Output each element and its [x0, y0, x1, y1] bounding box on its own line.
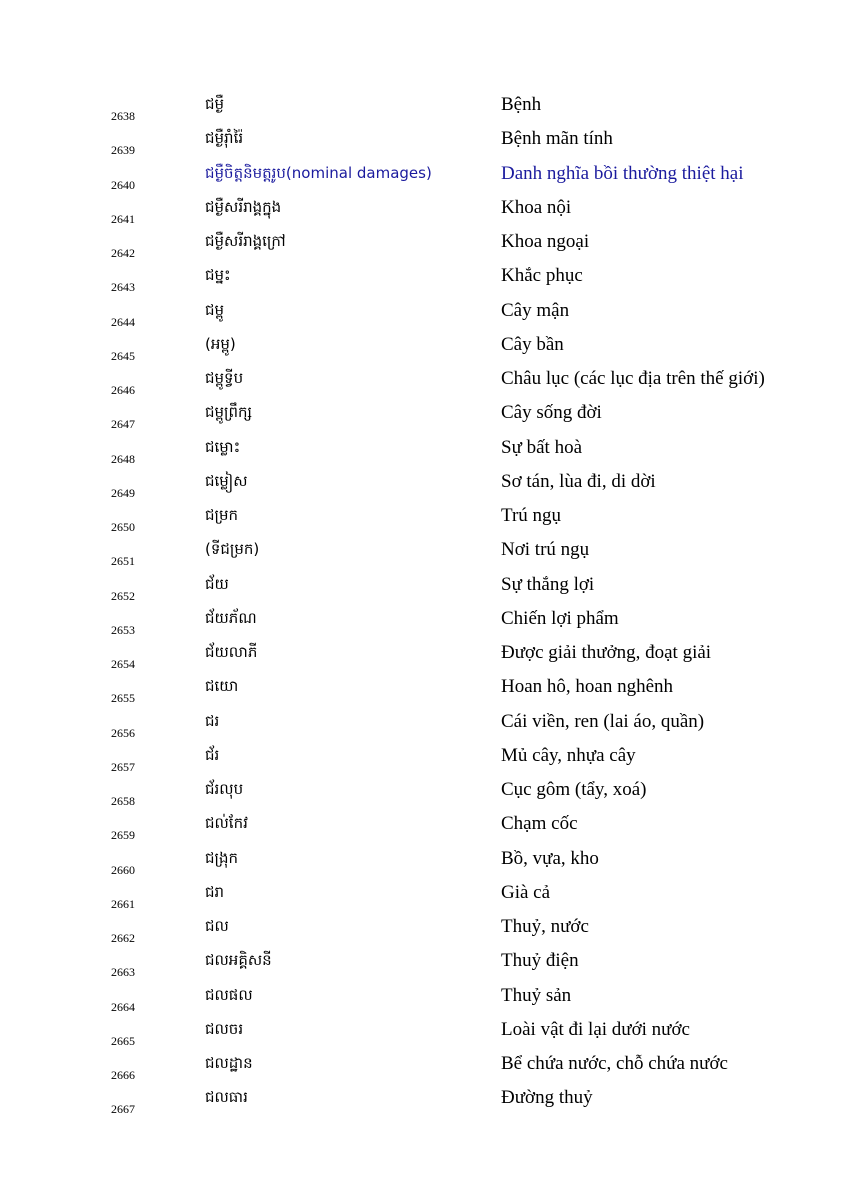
- vietnamese-translation: Bệnh mãn tính: [501, 128, 613, 150]
- dictionary-entry: [0, 189, 848, 226]
- entry-number: 2657: [111, 759, 135, 774]
- vietnamese-translation: Sự bất hoà: [501, 436, 583, 458]
- dictionary-entry: [0, 1079, 848, 1117]
- vietnamese-translation: Sơ tán, lùa đi, di dời: [501, 470, 656, 492]
- entry-number: 2649: [111, 485, 135, 500]
- vietnamese-translation: Cây sống đời: [501, 402, 602, 424]
- vietnamese-translation: Khoa ngoại: [501, 231, 590, 252]
- dictionary-entry: [0, 120, 848, 158]
- vietnamese-translation: Cây mận: [501, 299, 570, 321]
- entry-number: 2662: [111, 931, 135, 945]
- entry-number: 2666: [111, 1068, 135, 1082]
- khmer-term: ជម្នះ: [205, 266, 231, 285]
- entry-number: 2645: [111, 348, 135, 363]
- dictionary-entry: [0, 737, 848, 774]
- khmer-term: ជលចរ: [205, 1019, 244, 1038]
- entry-number: 2658: [111, 794, 135, 808]
- dictionary-entry: [0, 155, 848, 192]
- dictionary-entry: [0, 566, 848, 603]
- khmer-term: ជ័យលាភី: [205, 643, 258, 661]
- entry-number: 2639: [111, 143, 135, 158]
- vietnamese-translation: Già cả: [501, 881, 551, 903]
- khmer-term: ជម្ងឺសរីរាង្គក្នុង: [205, 197, 282, 216]
- dictionary-entry: [0, 942, 848, 980]
- khmer-term: ជលដ្ឋាន: [205, 1054, 253, 1072]
- entry-number: 2653: [111, 622, 135, 637]
- entry-number: 2663: [111, 965, 135, 980]
- dictionary-entry: [0, 86, 848, 123]
- entry-number: 2656: [111, 725, 135, 740]
- khmer-term: ជរ: [205, 711, 220, 730]
- vietnamese-translation: Thuỷ sản: [501, 984, 572, 1006]
- dictionary-entry: [0, 840, 848, 877]
- khmer-term: ជល: [205, 917, 229, 935]
- khmer-term: ជម្ពូព្រឹក្ស: [205, 403, 253, 422]
- dictionary-entry: [0, 531, 848, 569]
- entry-number: 2655: [111, 691, 135, 706]
- entry-number: 2642: [111, 246, 135, 260]
- dictionary-entry: [0, 497, 848, 534]
- khmer-term: ជយោ: [205, 677, 239, 696]
- khmer-term: ជម្ងឺ: [205, 95, 225, 113]
- vietnamese-translation: Loài vật đi lại dưới nước: [501, 1018, 690, 1040]
- vietnamese-translation: Chạm cốc: [501, 813, 578, 835]
- dictionary-entry: [0, 257, 848, 295]
- khmer-term: ជ័រលុប: [205, 780, 244, 798]
- khmer-term: ជរា: [205, 882, 225, 901]
- khmer-term: ជម្លៀស: [205, 471, 248, 490]
- dictionary-entry: [0, 292, 848, 329]
- khmer-term: ជលផល: [205, 985, 253, 1004]
- khmer-term: ជម្ងឺសរីរាង្គក្រៅ: [205, 232, 286, 250]
- khmer-term: ជម្ពូ: [205, 300, 225, 319]
- entry-number: 2665: [111, 1033, 135, 1048]
- vietnamese-translation: Sự thắng lợi: [501, 573, 595, 595]
- dictionary-entry: [0, 874, 848, 911]
- vietnamese-translation: Cục gôm (tẩy, xoá): [501, 779, 647, 800]
- vietnamese-translation: Trú ngụ: [501, 505, 562, 526]
- dictionary-entry: [0, 326, 848, 363]
- khmer-term: ជម្រក: [205, 506, 239, 524]
- entry-number: 2660: [111, 862, 135, 877]
- dictionary-entry: [0, 429, 848, 466]
- vietnamese-translation: Hoan hô, hoan nghênh: [501, 676, 674, 698]
- vietnamese-translation: Khoa nội: [501, 196, 572, 218]
- vietnamese-translation: Đường thuỷ: [501, 1087, 593, 1109]
- dictionary-entry: [0, 977, 848, 1014]
- entry-number: 2644: [111, 314, 135, 329]
- vietnamese-translation: Cây bần: [501, 333, 564, 355]
- khmer-term: ជង្រុក: [205, 848, 239, 867]
- vietnamese-translation: Chiến lợi phẩm: [501, 607, 619, 629]
- dictionary-entry: [0, 908, 848, 945]
- entry-number: 2640: [111, 177, 135, 192]
- entry-number: 2664: [111, 999, 135, 1014]
- khmer-term: ជម្ងឺរ៉ាំរ៉ៃ: [205, 129, 244, 148]
- khmer-term: ជម្ពូទ្វីប: [205, 369, 244, 387]
- vietnamese-translation: Thuỷ điện: [501, 950, 579, 972]
- vietnamese-translation: Mủ cây, nhựa cây: [501, 744, 636, 766]
- entry-number: 2641: [111, 211, 135, 226]
- vietnamese-translation: Nơi trú ngụ: [501, 539, 590, 561]
- vietnamese-translation: Bồ, vựa, kho: [501, 847, 599, 869]
- khmer-term: ជ័យ: [205, 574, 229, 593]
- vietnamese-translation: Bệnh: [501, 94, 542, 115]
- dictionary-entry: [0, 360, 848, 397]
- khmer-term: ជលអគ្គិសនី: [205, 951, 272, 970]
- entry-number: 2661: [111, 896, 135, 911]
- dictionary-entry: [0, 223, 848, 260]
- entry-number: 2647: [111, 417, 135, 432]
- vietnamese-translation: Được giải thưởng, đoạt giải: [501, 642, 712, 663]
- entry-number: 2652: [111, 588, 135, 603]
- dictionary-entry: [0, 1011, 848, 1048]
- entry-number: 2667: [111, 1102, 135, 1117]
- khmer-term: (អម្ពូ): [205, 334, 236, 353]
- dictionary-entry: [0, 634, 848, 671]
- entry-number: 2638: [111, 109, 135, 123]
- vietnamese-translation: Bể chứa nước, chỗ chứa nước: [501, 1053, 728, 1074]
- entry-number: 2646: [111, 383, 135, 397]
- dictionary-entry: [0, 1045, 848, 1082]
- entry-number: 2651: [111, 554, 135, 569]
- entry-number: 2659: [111, 828, 135, 843]
- khmer-term: (ទីជម្រក): [205, 540, 260, 559]
- dictionary-entry: [0, 805, 848, 843]
- khmer-term: ជម្លោះ: [205, 437, 241, 456]
- vietnamese-translation: Danh nghĩa bồi thường thiệt hại: [501, 162, 744, 184]
- entry-number: 2643: [111, 280, 135, 295]
- khmer-term: ជ័រ: [205, 745, 220, 764]
- dictionary-entry: [0, 771, 848, 808]
- khmer-term: ជលធារ: [205, 1088, 248, 1107]
- dictionary-entry: [0, 600, 848, 637]
- khmer-term: ជ័យភ័ណ: [205, 608, 257, 627]
- vietnamese-translation: Khắc phục: [501, 265, 583, 287]
- khmer-term: ជល់កែវ: [205, 814, 248, 833]
- vietnamese-translation: Thuỷ, nước: [501, 916, 589, 937]
- entry-list: [0, 86, 848, 1117]
- vietnamese-translation: Cái viền, ren (lai áo, quần): [501, 710, 705, 732]
- dictionary-entry: [0, 394, 848, 432]
- dictionary-entry: [0, 703, 848, 740]
- vietnamese-translation: Châu lục (các lục địa trên thế giới): [501, 368, 765, 389]
- entry-number: 2650: [111, 520, 135, 534]
- khmer-term: ជម្ងឺចិត្តនិមត្តរូប(nominal damages): [205, 163, 432, 182]
- dictionary-entry: [0, 463, 848, 500]
- entry-number: 2654: [111, 657, 135, 671]
- entry-number: 2648: [111, 451, 135, 466]
- dictionary-entry: [0, 668, 848, 706]
